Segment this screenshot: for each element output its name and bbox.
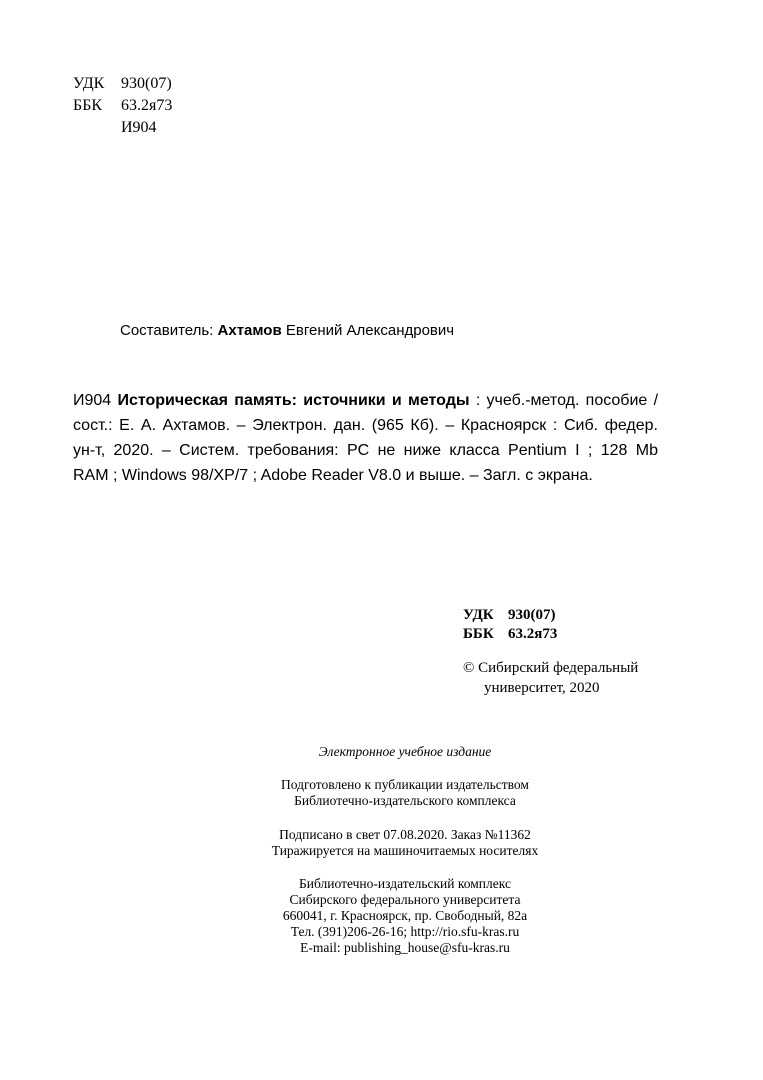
prepared-line-2: Библиотечно-издательского комплекса [294,793,516,808]
bibliographic-line-1 [73,388,658,413]
replicated-line: Тиражируется на машиночитаемых носителях [271,843,539,858]
bbk-value: 63.2я73 [121,97,173,114]
udk-value: 930(07) [121,75,172,92]
publisher-line-1: Библиотечно-издательский комплекс [299,876,511,891]
bbk-code-right [463,624,557,644]
udk-label: УДК [73,75,105,92]
prepared-line-1: Подготовлено к публикации издательством [281,777,529,792]
publisher-phone: Тел. (391)206-26-16; http://rio.sfu-kras.ru [290,924,520,939]
publisher-address: 660041, г. Красноярск, пр. Свободный, 82а [282,908,528,923]
bbk-label-right: ББК [463,626,494,642]
compiler-line [120,320,454,342]
publisher-email: E-mail: publishing_house@sfu-kras.ru [300,940,510,955]
compiler-surname: Ахтамов [217,322,282,339]
compiler-name: Евгений Александрович [285,322,455,339]
bbk-label: ББК [73,97,103,114]
udk-label-right: УДК [463,607,494,623]
book-title: Историческая память: источники и методы [117,392,470,409]
udk-code-right [463,605,556,625]
bbk-value-right: 63.2я73 [508,626,558,642]
udk-value-right: 930(07) [508,607,556,623]
bibliographic-line-4: RAM ; Windows 98/XP/7 ; Adobe Reader V8.0 и выше. – Загл. с экрана. [73,467,593,484]
compiler-label: Составитель: [120,322,214,339]
author-mark-top: И904 [121,119,157,136]
edition-type: Электронное учебное издание [318,744,492,759]
copyright-line-1: © Сибирский федеральный [463,660,639,676]
bibliographic-line-2: сост.: Е. А. Ахтамов. – Электрон. дан. (965 Кб). – Красноярск : Сиб. федер. [73,417,658,434]
copyright-line-2: университет, 2020 [484,680,600,696]
signed-line: Подписано в свет 07.08.2020. Заказ №11362 [279,827,531,842]
bibliographic-line-3: ун-т, 2020. – Систем. требования: PC не ниже класса Pentium I ; 128 Mb [73,442,658,459]
publisher-line-2: Сибирского федерального университета [289,892,521,907]
bibliographic-description [73,388,658,488]
bibliographic-line-1-rest: : учеб.-метод. пособие / [475,392,659,409]
udk-code-top [73,73,172,95]
author-mark: И904 [73,392,112,409]
bbk-code-top [73,95,172,117]
